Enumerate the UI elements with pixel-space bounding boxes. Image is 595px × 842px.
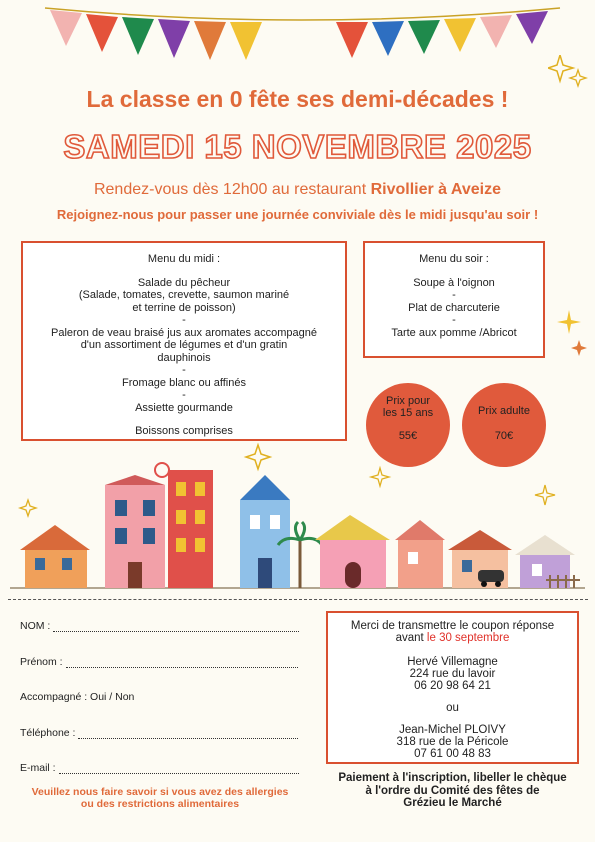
- form-label-nom: NOM :: [20, 620, 51, 632]
- village-illustration: [0, 440, 595, 595]
- price-kids-value: 55€: [398, 430, 418, 442]
- lunch-item-cheese: Fromage blanc ou affinés: [122, 376, 246, 389]
- payment-line: Grézieu le Marché: [403, 797, 502, 809]
- meeting-prefix: Rendez-vous dès 12h00 au restaurant: [93, 181, 371, 198]
- dinner-menu-box: [363, 241, 545, 358]
- lunch-item-drinks: Boissons comprises: [135, 425, 233, 437]
- separator: -: [182, 389, 186, 401]
- form-label-prenom: Prénom :: [20, 656, 63, 668]
- form-label-accompagne: Accompagné : Oui / Non: [20, 691, 135, 703]
- separator: -: [452, 314, 456, 326]
- contact2-address: 318 rue de la Péricole: [396, 736, 509, 748]
- coupon-box: [326, 611, 579, 764]
- price-adult-value: 70€: [494, 430, 514, 442]
- bunting-decoration: [0, 0, 595, 75]
- payment-line: Paiement à l'inscription, libeller le chèque: [338, 772, 567, 784]
- payment-line: à l'ordre du Comité des fêtes de: [365, 784, 540, 797]
- lunch-item-starter-detail: (Salade, tomates, crevette, saumon mariné: [78, 289, 290, 301]
- form-input-prenom[interactable]: [66, 658, 298, 668]
- form-label-telephone: Téléphone :: [20, 727, 76, 739]
- form-field-prenom[interactable]: [20, 656, 298, 668]
- separator: -: [182, 314, 186, 326]
- contact1-name: Hervé Villemagne: [407, 656, 498, 668]
- form-input-telephone[interactable]: [78, 729, 298, 739]
- form-input-nom[interactable]: [53, 622, 299, 632]
- lunch-item-starter-detail: et terrine de poisson): [132, 301, 236, 314]
- price-adult-label: Prix adulte: [478, 405, 530, 417]
- coupon-deadline-date: le 30 septembre: [426, 632, 510, 644]
- separator: -: [182, 364, 186, 376]
- lunch-item-starter: Salade du pêcheur: [137, 276, 231, 289]
- allergy-line: Veuillez nous faire savoir si vous avez des allergies: [31, 786, 289, 798]
- form-label-email: E-mail :: [20, 762, 56, 774]
- contact1-phone: 06 20 98 64 21: [414, 680, 491, 692]
- separator: -: [452, 289, 456, 301]
- form-field-email[interactable]: [20, 762, 299, 774]
- coupon-deadline-prefix: avant: [395, 632, 427, 644]
- form-field-telephone[interactable]: [20, 727, 298, 739]
- lunch-item-dessert: Assiette gourmande: [135, 401, 233, 414]
- lunch-item-main: dauphinois: [157, 351, 211, 364]
- dinner-menu-title: Menu du soir :: [419, 253, 489, 265]
- lunch-menu-title: Menu du midi :: [147, 253, 221, 265]
- meeting-info: [0, 181, 595, 199]
- allergy-notice: [20, 786, 300, 810]
- lunch-item-main: d'un assortiment de légumes et d'un gratin: [80, 339, 288, 351]
- sparkle-icon: [555, 310, 590, 360]
- event-date: SAMEDI 15 NOVEMBRE 2025: [63, 128, 532, 165]
- form-field-accompagne[interactable]: [20, 691, 134, 703]
- invitation-line: Rejoignez-nous pour passer une journée conviviale dès le midi jusqu'au soir !: [56, 207, 539, 222]
- contact1-address: 224 rue du lavoir: [409, 668, 496, 680]
- meeting-place: Rivollier à Aveize: [370, 181, 502, 198]
- coupon-instruction: Merci de transmettre le coupon réponse: [350, 620, 555, 632]
- contact-separator: ou: [446, 702, 459, 714]
- dinner-item-charcuterie: Plat de charcuterie: [408, 301, 500, 314]
- lunch-item-main: Paleron de veau braisé jus aux aromates accompagné: [51, 326, 317, 339]
- coupon-deadline: [328, 632, 577, 644]
- contact2-name: Jean-Michel PLOIVY: [399, 724, 506, 736]
- price-kids-label: Prix pour: [385, 395, 431, 407]
- contact2-phone: 07 61 00 48 83: [414, 748, 491, 760]
- price-kids-label: les 15 ans: [382, 407, 434, 419]
- lunch-menu-box: [21, 241, 347, 441]
- form-field-nom[interactable]: [20, 620, 299, 632]
- page-title: La classe en 0 fête ses demi-décades !: [86, 86, 509, 112]
- coupon-cut-line: [8, 599, 588, 600]
- dinner-item-dessert: Tarte aux pomme /Abricot: [391, 326, 517, 339]
- form-input-email[interactable]: [59, 764, 299, 774]
- allergy-line: ou des restrictions alimentaires: [80, 798, 240, 810]
- dinner-item-soup: Soupe à l'oignon: [413, 276, 495, 289]
- payment-info: [330, 772, 575, 810]
